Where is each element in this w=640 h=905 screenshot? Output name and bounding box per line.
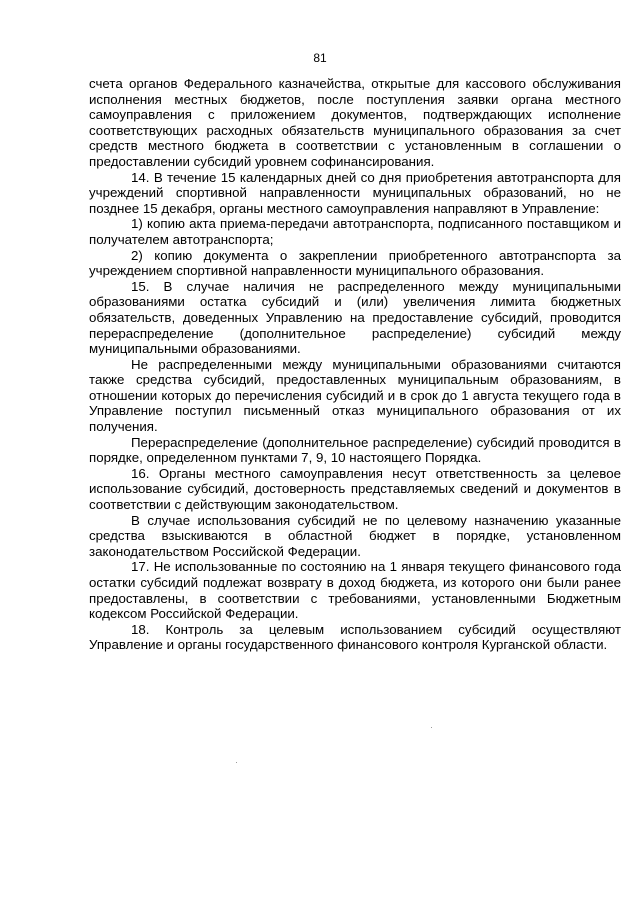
page-number: 81 <box>313 51 327 65</box>
paragraph-subitem-1: 1) копию акта приема-передачи автотранспорта, подписанного поставщиком и получателем автотранспорта; <box>89 216 621 247</box>
paragraph-item-15: 15. В случае наличия не распределенного между муниципальными образованиями остатка субсидий и (или) увеличения лимита бюджетных обязательств, доведенных Управлению на предоставление субсидий, проводится перераспределение (дополнительное распределение) субсидий между муниципальными образованиями. <box>89 278 621 357</box>
paragraph-item-16: 16. Органы местного самоуправления несут ответственность за целевое использование субсидий, достоверность представляемых сведений и документов в соответствии с действующим законодательством. <box>89 465 621 513</box>
paragraph-undistributed: Не распределенными между муниципальными образованиями считаются также средства субсидий, предоставленных муниципальным образованиям, в отношении которых до перечисления субсидий и в срок до 1 августа текущего года в Управление поступил письменный отказ муниципального образования от их получения. <box>89 356 621 435</box>
paragraph-subitem-2: 2) копию документа о закреплении приобретенного автотранспорта за учреждением спортивной направленности муниципального образования. <box>89 247 621 279</box>
paragraph-redistribution: Перераспределение (дополнительное распределение) субсидий проводится в порядке, определенном пунктами 7, 9, 10 настоящего Порядка. <box>89 434 621 466</box>
paragraph-item-14: 14. В течение 15 календарных дней со дня приобретения автотранспорта для учреждений спортивной направленности муниципальных образований, но не позднее 15 декабря, органы местного самоуправления направляют в Управление: <box>89 169 621 216</box>
paragraph-item-17: 17. Не использованные по состоянию на 1 января текущего финансового года остатки субсидий подлежат возврату в доход бюджета, из которого они были ранее предоставлены, в соответствии с требованиями, установленными Бюджетным кодексом Российской Федерации. <box>89 559 621 622</box>
document-body <box>89 76 621 653</box>
paragraph-continuation: счета органов Федерального казначейства, открытые для кассового обслуживания исполнения местных бюджетов, после поступления заявки органа местного самоуправления с приложением документов, подтверждающих исполнение соответствующих расходных обязательств муниципального образования за счет средств местного бюджета в соответствии с установленным в соглашении о предоставлении субсидий уровнем софинансирования. <box>89 76 621 169</box>
paragraph-item-18: 18. Контроль за целевым использованием субсидий осуществляют Управление и органы государственного финансового контроля Курганской области. <box>89 621 621 653</box>
scan-speck <box>431 727 432 728</box>
scan-speck <box>236 762 237 763</box>
paragraph-misuse: В случае использования субсидий не по целевому назначению указанные средства взыскиваются в областной бюджет в порядке, установленном законодательством Российской Федерации. <box>89 512 621 559</box>
